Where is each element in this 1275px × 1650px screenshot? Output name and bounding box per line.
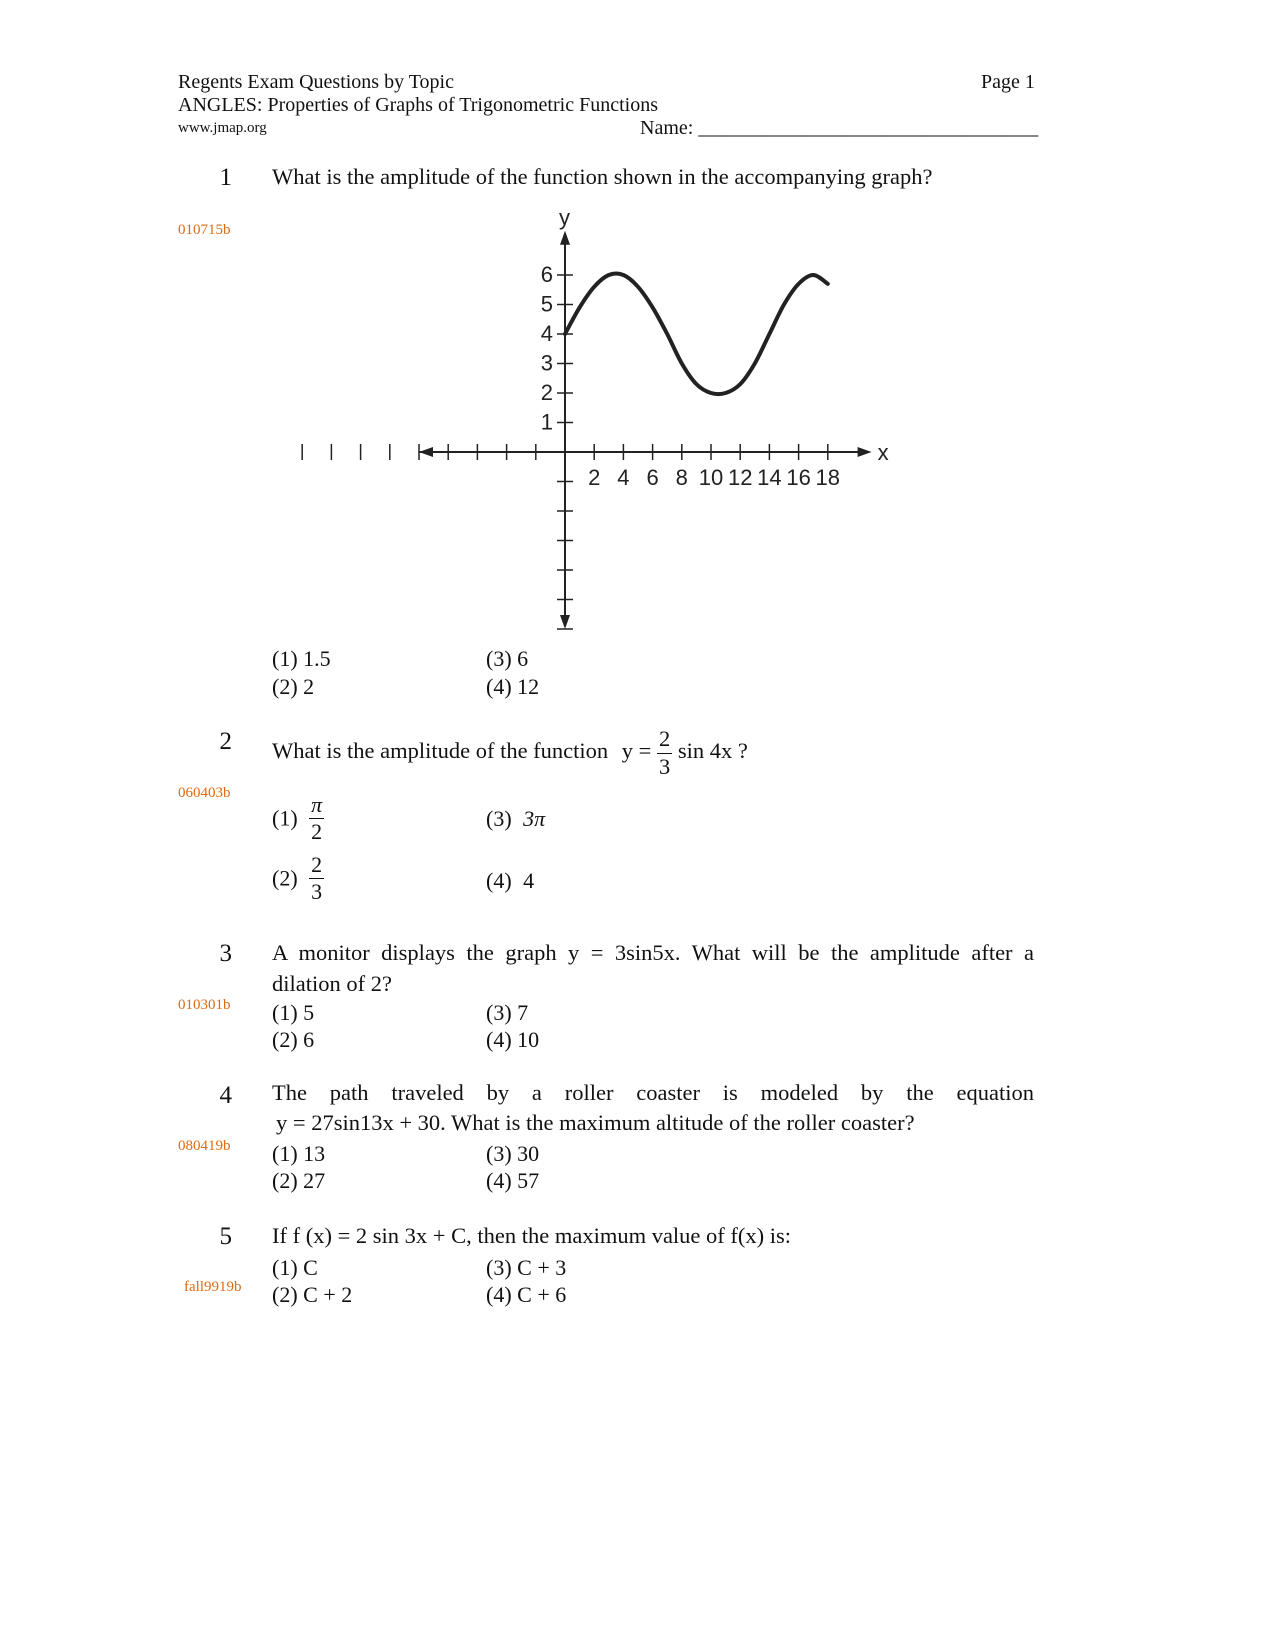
question-text (272, 728, 748, 778)
x-tick-label: 16 (786, 465, 811, 490)
question-text-line-1: The path traveled by a roller coaster is modeled by the equation (272, 1080, 1034, 1105)
header-topic: ANGLES: Properties of Graphs of Trigonometric Functions (178, 94, 658, 116)
option-2: (2) 6 (272, 1027, 315, 1052)
y-axis-arrow-down (560, 615, 570, 629)
sine-graph (420, 204, 930, 640)
x-tick-label: 12 (727, 465, 753, 490)
question-number: 2 (219, 728, 232, 755)
option-2: (2) 27 (272, 1168, 326, 1193)
question-number: 1 (219, 164, 232, 191)
equation-lhs: y = (621, 738, 652, 764)
fraction-denominator: 3 (311, 879, 323, 904)
y-tick-label: 6 (540, 262, 553, 287)
question-number: 3 (219, 940, 232, 967)
option-2 (272, 854, 324, 903)
x-tick-label: 6 (646, 465, 659, 490)
option-4: (4) 12 (486, 674, 540, 699)
option-value: 4 (523, 868, 535, 893)
option-2: (2) 2 (272, 674, 315, 699)
option-1: (1) 5 (272, 1000, 315, 1025)
option-fraction (309, 854, 324, 903)
question-text: What is the amplitude of the function shown in the accompanying graph? (272, 164, 933, 189)
option-3: (3) 6 (486, 646, 529, 671)
y-tick-label: 4 (540, 321, 553, 346)
x-tick-label: 4 (617, 465, 630, 490)
header-site: www.jmap.org (178, 120, 267, 136)
option-1: (1) C (272, 1255, 318, 1280)
option-fraction (309, 794, 324, 843)
question-text-line-2: y = 27sin13x + 30. What is the maximum altitude of the roller coaster? (276, 1110, 915, 1135)
y-tick-label: 2 (540, 380, 553, 405)
option-1: (1) 13 (272, 1141, 326, 1166)
option-4: (4) 57 (486, 1168, 540, 1193)
option-value: 3π (523, 806, 546, 831)
option-label: (3) (486, 806, 512, 831)
option-1: (1) 1.5 (272, 646, 331, 671)
option-4: (4) 10 (486, 1027, 540, 1052)
question-code: fall9919b (184, 1279, 242, 1295)
fraction-numerator: π (311, 792, 323, 817)
graph-tick-labels (541, 205, 889, 490)
question-code: 010715b (178, 222, 231, 238)
x-tick-label: 8 (675, 465, 688, 490)
question-number: 5 (219, 1223, 232, 1250)
x-axis-arrow-left (419, 447, 433, 457)
y-axis-label: y (559, 204, 570, 230)
equation-fraction (657, 728, 672, 778)
fraction-numerator: 2 (659, 726, 671, 751)
x-axis-arrow-right (858, 447, 872, 457)
question-code: 060403b (178, 785, 231, 801)
question-number: 4 (219, 1082, 232, 1109)
question-text-line-2: dilation of 2? (272, 971, 392, 996)
x-tick-label: 2 (588, 465, 601, 490)
x-axis-label: x (877, 440, 889, 465)
question-text: If f (x) = 2 sin 3x + C, then the maximum value of f(x) is: (272, 1223, 792, 1248)
y-tick-label: 1 (540, 409, 553, 435)
header-title: Regents Exam Questions by Topic (178, 71, 454, 93)
option-label: (4) (486, 868, 512, 893)
sine-curve (565, 274, 828, 395)
option-label: (2) (272, 865, 298, 891)
option-1 (272, 794, 324, 843)
fraction-denominator: 3 (659, 753, 671, 779)
option-label: (1) (272, 805, 298, 831)
option-3: (3) C + 3 (486, 1255, 567, 1280)
x-tick-label: 14 (757, 465, 782, 490)
equation-rhs: sin 4x ? (677, 738, 748, 764)
fraction-denominator: 2 (309, 818, 324, 843)
option-4 (486, 868, 534, 894)
y-axis-arrow-up (560, 231, 570, 245)
fraction-numerator: 2 (311, 852, 323, 877)
question-code: 010301b (178, 997, 231, 1013)
option-3 (486, 806, 545, 832)
page-number: Page 1 (981, 71, 1035, 93)
y-tick-label: 3 (540, 350, 553, 376)
y-tick-label: 5 (540, 291, 553, 317)
question-code: 080419b (178, 1138, 231, 1154)
option-3: (3) 30 (486, 1141, 540, 1166)
name-field-label: Name: __________________________________ (640, 117, 1039, 139)
question-text-line-1: A monitor displays the graph y = 3sin5x. What will be the amplitude after a (272, 940, 1034, 965)
question-text-start: What is the amplitude of the function (272, 738, 609, 764)
option-3: (3) 7 (486, 1000, 529, 1025)
graph-axes (419, 231, 872, 629)
x-tick-label: 18 (815, 465, 841, 490)
x-tick-label: 10 (698, 465, 724, 490)
option-4: (4) C + 6 (486, 1282, 567, 1307)
option-2: (2) C + 2 (272, 1282, 353, 1307)
